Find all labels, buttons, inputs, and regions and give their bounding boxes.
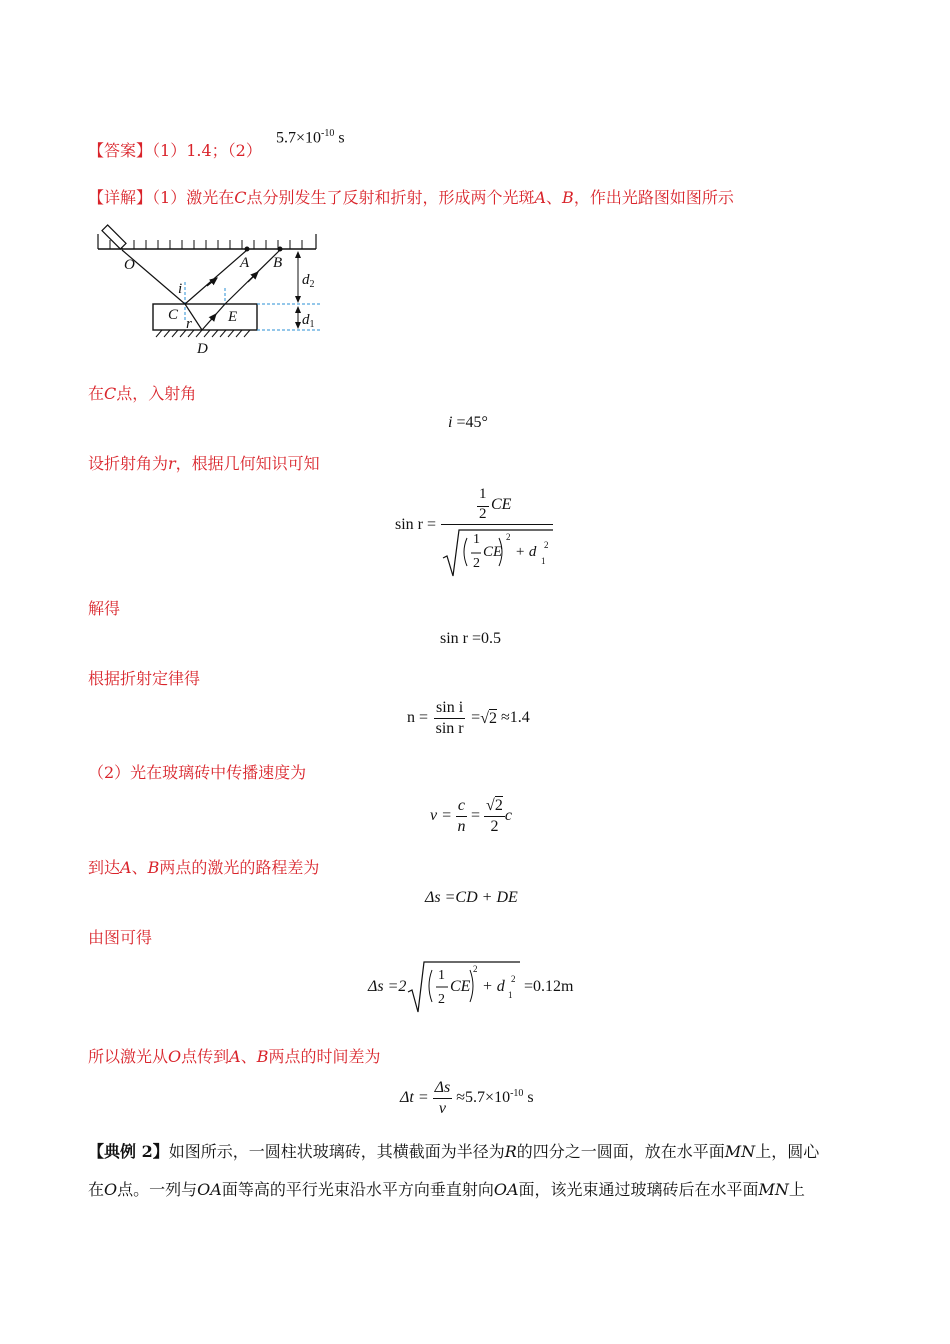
label-c: C [168, 307, 179, 323]
eq-speed: v = $\frac{c}{n}$ = $\frac{√2}{2}$ c [430, 797, 512, 835]
answer-line [88, 141, 262, 161]
example-line-2: 在O点。一列与OA面等高的平行光束沿水平方向垂直射向OA面，该光束通过玻璃砖后在水平面MN上 [88, 1180, 805, 1199]
point-a [245, 247, 250, 252]
example-line-1: 【典例 2】如图所示，一圆柱状玻璃砖，其横截面为半径为R的四分之一圆面，放在水平面MN上，圆心 [88, 1142, 820, 1161]
eq-path-diff: Δs =CD + DE [425, 889, 518, 906]
label-d1: $d_1$ [302, 312, 315, 330]
example-label: 【典例 2】 [88, 1142, 169, 1161]
laser-pen-icon [102, 225, 126, 249]
step-speed: （2）光在玻璃砖中传播速度为 [88, 763, 307, 782]
answer-value: $5.7\times 10^{-10}$ s [276, 128, 345, 147]
label-a: A [240, 255, 250, 271]
answer-label: 【答案】 [88, 141, 153, 160]
step-solve: 解得 [88, 599, 121, 618]
label-r: r [186, 316, 192, 332]
step-path-diff: 到达A、B两点的激光的路程差为 [88, 858, 320, 877]
optics-diagram [92, 220, 324, 360]
label-d: D [197, 341, 208, 357]
step-snell: 根据折射定律得 [88, 669, 201, 688]
label-e: E [228, 309, 238, 325]
label-b: B [273, 255, 283, 271]
point-b [278, 247, 283, 252]
detail-line: 【详解】（1）激光在C点分别发生了反射和折射，形成两个光斑A、B，作出光路图如图所示 [88, 188, 734, 207]
eq-refractive-index: n = $\frac{\text{sin i}}{\text{sin r}}$ =√2 ≈1.4 [407, 699, 530, 737]
detail-label: 【详解】 [88, 188, 153, 207]
step-refraction-angle: 设折射角为r，根据几何知识可知 [88, 454, 320, 473]
label-i: i [178, 281, 183, 297]
eq-sin-r-value: sin r =0.5 [440, 630, 502, 647]
eq-time-diff: Δt = $\frac{\Delta s}{v}$ $\approx 5.7\times 10^{-10}$ s [400, 1079, 534, 1117]
step-from-figure: 由图可得 [88, 928, 153, 947]
ruler [98, 234, 316, 249]
label-o: O [124, 257, 135, 273]
eq-incidence: i =45° [448, 414, 488, 431]
answer-part1: （1）1.4；（2） [152, 141, 262, 160]
ground-hatch [153, 330, 257, 337]
label-d2: $d_2$ [302, 272, 315, 290]
eq-path-diff-value: Δs =2 1 2 CE 2 + d 2 1 =0.12m [368, 958, 588, 1018]
step-incidence: 在C点，入射角 [88, 384, 197, 403]
step-time-diff: 所以激光从O点传到A、B两点的时间差为 [88, 1047, 381, 1066]
